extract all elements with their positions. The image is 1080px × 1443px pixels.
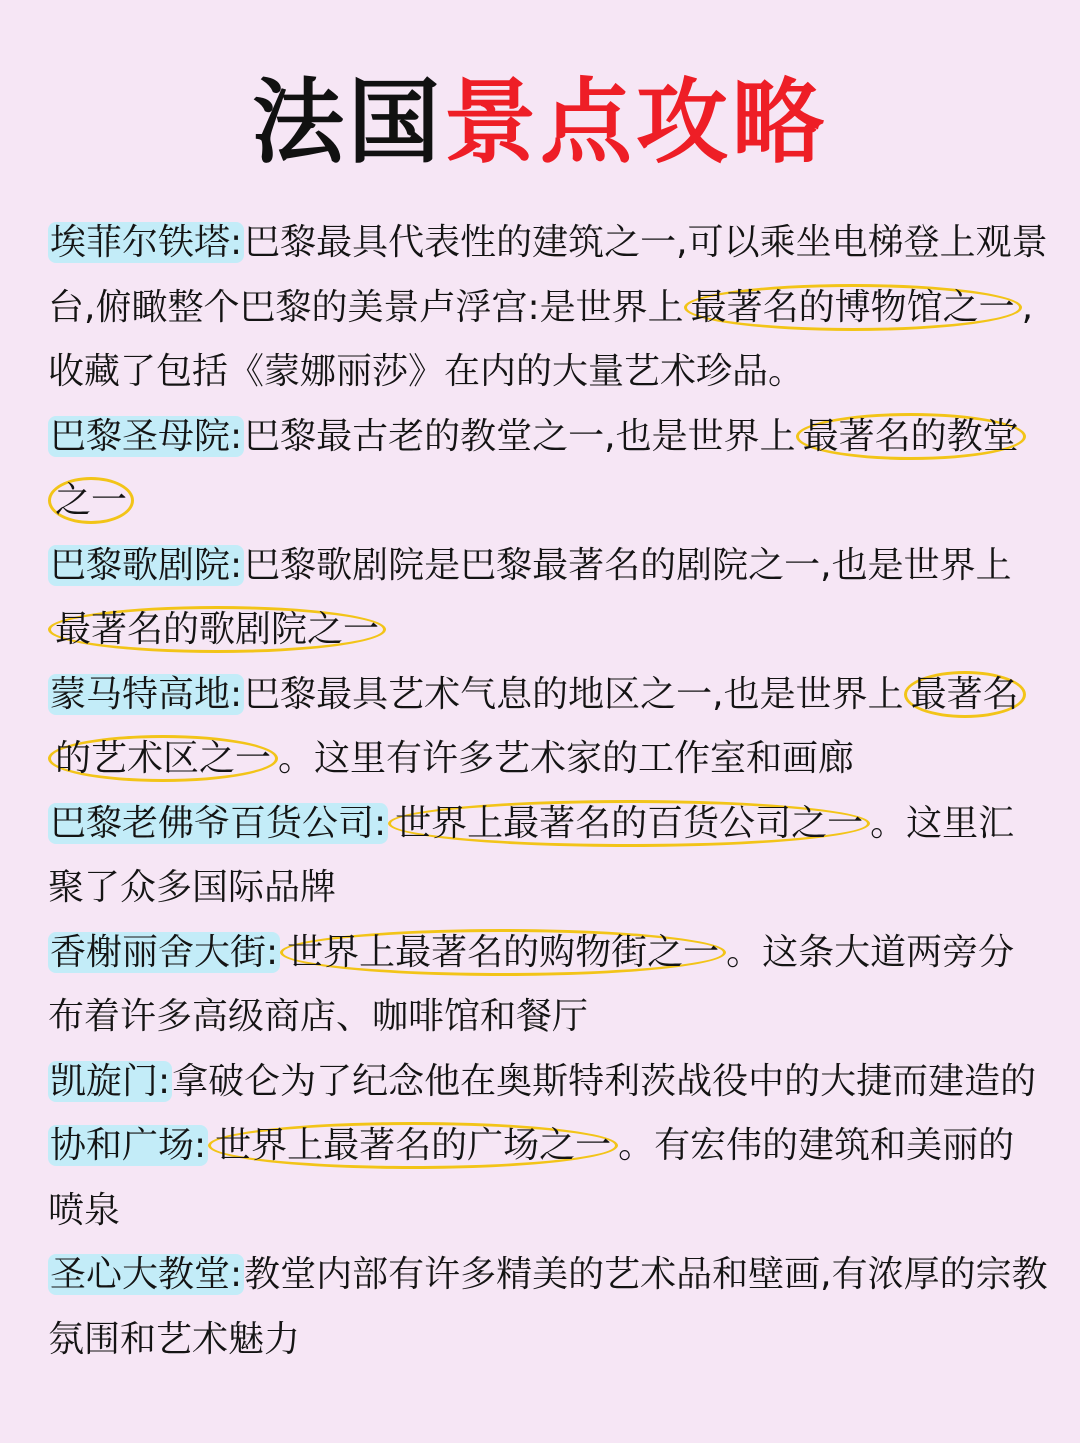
attraction-desc: 巴黎歌剧院是巴黎最著名的剧院之一,也是世界上 [244, 544, 1012, 586]
attraction-desc: 拿破仑为了纪念他在奥斯特利茨战役中的大捷而建造的 [172, 1060, 1037, 1102]
attraction-entry [48, 792, 1048, 921]
circled-highlight: 最著名的教堂之一 [48, 413, 1026, 525]
title-red-part: 景点攻略 [444, 69, 829, 176]
attraction-desc-tail: 。这里汇聚了众多国际品牌 [48, 802, 1015, 908]
attraction-desc-tail: 。这里有许多艺术家的工作室和画廊 [278, 738, 855, 779]
attraction-entry [48, 921, 1048, 1050]
attraction-name: 巴黎歌剧院: [50, 544, 243, 586]
attraction-name: 凯旋门: [50, 1060, 171, 1102]
attraction-entry [48, 1243, 1048, 1372]
circled-highlight: 世界上最著名的百货公司之一 [388, 800, 870, 847]
attractions-list [48, 211, 1048, 1372]
circled-highlight: 最著名的歌剧院之一 [48, 606, 386, 653]
attraction-name: 埃菲尔铁塔: [50, 222, 243, 263]
attraction-name: 圣心大教堂: [50, 1254, 243, 1295]
attraction-name: 巴黎老佛爷百货公司: [50, 802, 387, 844]
circled-highlight: 世界上最著名的广场之一 [208, 1122, 618, 1169]
attraction-entry [48, 1050, 1048, 1115]
attraction-entry [48, 534, 1048, 663]
attraction-desc-tail: 。有宏伟的建筑和美丽的喷泉 [48, 1125, 1015, 1231]
attraction-desc: 教堂内部有许多精美的艺术品和壁画,有浓厚的宗教氛围和艺术魅力 [48, 1254, 1048, 1360]
attraction-name: 香榭丽舍大街: [50, 931, 279, 973]
attraction-entry [48, 663, 1048, 792]
attraction-name: 协和广场: [50, 1125, 207, 1166]
attraction-desc: 巴黎最具艺术气息的地区之一,也是世界上 [244, 673, 904, 715]
attraction-desc-tail: 。这条大道两旁分布着许多高级商店、咖啡馆和餐厅 [48, 931, 1015, 1037]
attraction-desc: 巴黎最古老的教堂之一,也是世界上 [244, 415, 796, 457]
attraction-entry [48, 211, 1048, 405]
attraction-desc: 巴黎最具代表性的建筑之一,可以乘坐电梯登上观景台,俯瞰整个巴黎的美景卢浮宫:是世界上 [48, 222, 1048, 328]
attraction-name: 巴黎圣母院: [50, 415, 243, 457]
circled-highlight: 世界上最著名的购物街之一 [280, 929, 726, 976]
attraction-entry [48, 405, 1048, 534]
page-title [0, 68, 1080, 178]
attraction-desc-tail: ,收藏了包括《蒙娜丽莎》在内的大量艺术珍品。 [48, 286, 1034, 392]
circled-highlight: 最著名的博物馆之一 [684, 284, 1022, 331]
attraction-entry [48, 1114, 1048, 1243]
circled-highlight: 最著名的艺术区之一 [48, 671, 1026, 783]
attraction-name: 蒙马特高地: [50, 673, 243, 715]
title-black-part: 法国 [251, 69, 444, 176]
